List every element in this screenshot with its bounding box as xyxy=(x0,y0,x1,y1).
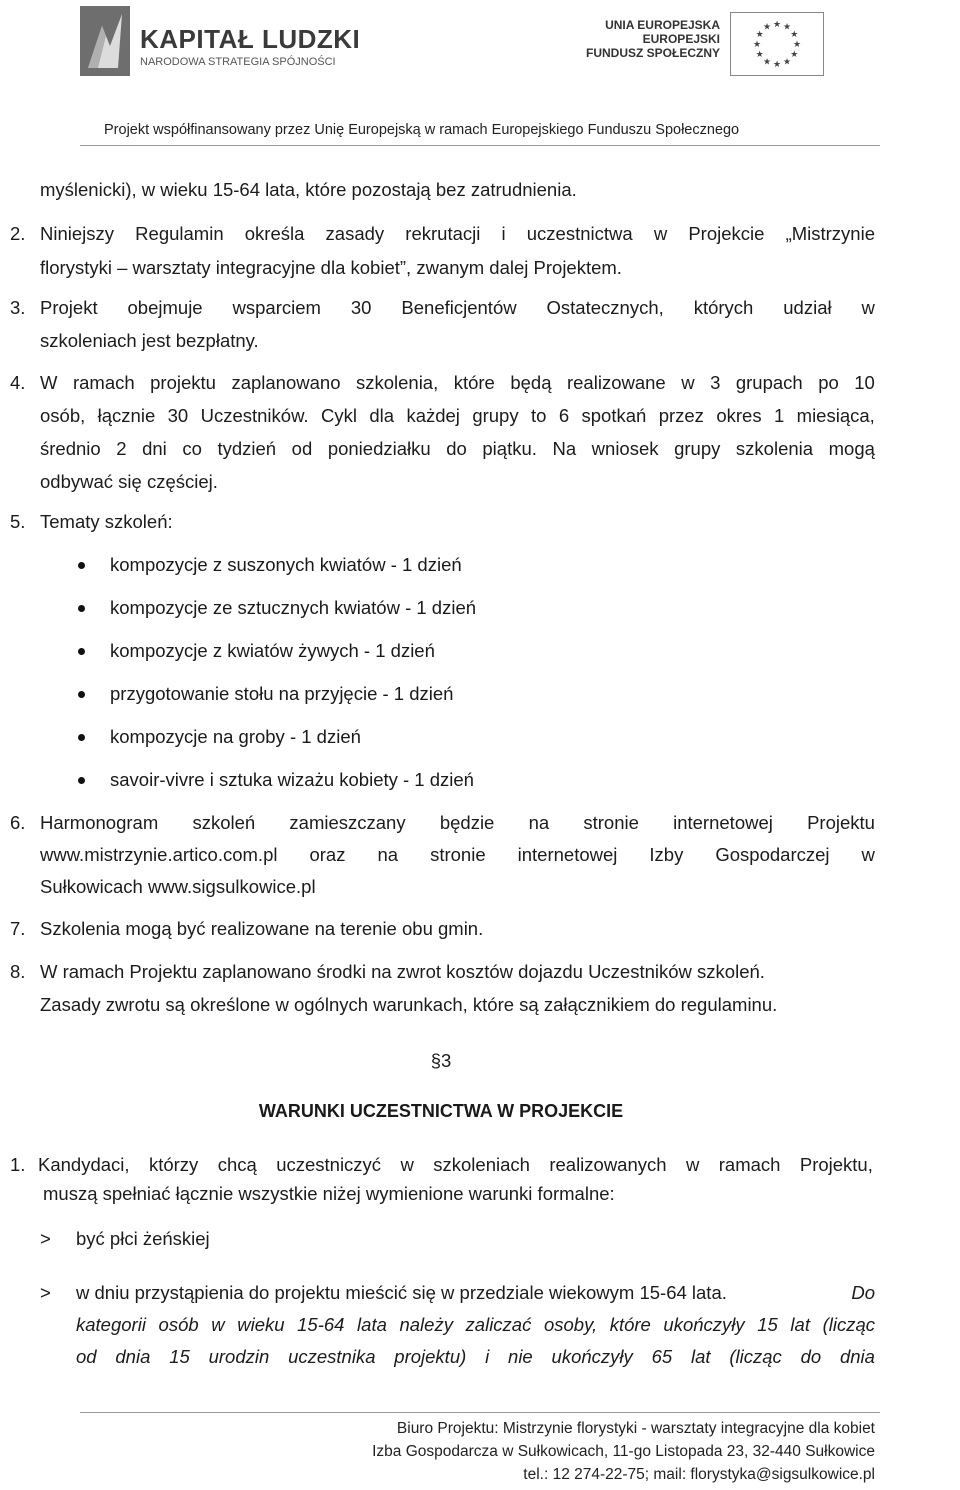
arrow-bullet-icon: > xyxy=(40,1282,51,1303)
topic-item: kompozycje z suszonych kwiatów - 1 dzień xyxy=(110,554,462,575)
item-number-4: 4. xyxy=(10,372,26,393)
word: określa xyxy=(244,223,305,244)
word: Ostatecznych, xyxy=(546,297,664,318)
word: w xyxy=(861,844,875,865)
word: Niniejszy xyxy=(40,223,115,244)
word: (licząc xyxy=(729,1346,782,1367)
word: zamieszczany xyxy=(289,812,406,833)
item-3-line-1 xyxy=(40,292,875,324)
word: lata xyxy=(357,1314,387,1335)
eu-line-2: EUROPEJSKI xyxy=(642,32,720,46)
word: na xyxy=(377,844,399,865)
eu-star-icon: ★ xyxy=(762,56,772,67)
word: obejmuje xyxy=(127,297,203,318)
word: zaplanowano xyxy=(231,372,341,393)
word: miesiąca, xyxy=(796,405,875,426)
word: internetowej xyxy=(673,812,773,833)
word: każdej xyxy=(406,405,460,426)
condition-2-line-1 xyxy=(76,1277,875,1309)
word: kategorii xyxy=(76,1314,146,1335)
eu-star-icon: ★ xyxy=(755,29,764,39)
item-6-line-2 xyxy=(40,839,875,871)
word: ukończyły xyxy=(551,1346,633,1367)
condition-2-line-3 xyxy=(76,1341,875,1373)
topic-item: kompozycje ze sztucznych kwiatów - 1 dzień xyxy=(110,597,477,618)
word: szkolenia, xyxy=(355,372,439,393)
word: Cykl xyxy=(320,405,357,426)
word: i xyxy=(485,1346,490,1367)
item-2-line-2: florystyki – warsztaty integracyjne dla kobiet”, zwanym dalej Projektem. xyxy=(40,257,622,278)
word: Kandydaci, xyxy=(38,1154,130,1175)
bullet-icon xyxy=(78,562,85,569)
word: szkolenia xyxy=(735,438,814,459)
word: łącznie xyxy=(97,405,156,426)
word: urodzin xyxy=(208,1346,270,1367)
word: osób, xyxy=(40,405,86,426)
word: od xyxy=(291,438,313,459)
word: uczestniczyć xyxy=(276,1154,382,1175)
word: 30 xyxy=(167,405,189,426)
logo-title: KAPITAŁ LUDZKI xyxy=(140,24,361,54)
word: 10 xyxy=(854,372,875,393)
word: na xyxy=(528,812,550,833)
word: „Mistrzynie xyxy=(785,223,875,244)
condition-2-text: w dniu przystąpienia do projektu mieścić się w przedziale wiekowym 15-64 lata. xyxy=(76,1282,727,1303)
word: dnia xyxy=(115,1346,151,1367)
word: grupy xyxy=(472,405,519,426)
word: Projekt xyxy=(40,297,98,318)
footer-line-1: Biuro Projektu: Mistrzynie florystyki - warsztaty integracyjne dla kobiet xyxy=(396,1420,875,1437)
kapital-ludzki-logo-icon xyxy=(80,6,130,76)
word: w xyxy=(653,223,668,244)
word: grupach xyxy=(735,372,803,393)
word: Projektu xyxy=(807,812,875,833)
word: ramach xyxy=(72,372,135,393)
word: Beneficjentów xyxy=(401,297,517,318)
item-number-8: 8. xyxy=(10,961,26,982)
item-2-line-1 xyxy=(40,218,875,250)
word: 15-64 xyxy=(297,1314,345,1335)
word: udział xyxy=(783,297,832,318)
word: Gospodarczej xyxy=(715,844,830,865)
word: Uczestników. xyxy=(200,405,309,426)
item-number-7: 7. xyxy=(10,918,26,939)
word: 3 xyxy=(710,372,721,393)
word: lat xyxy=(790,1314,810,1335)
word: chcą xyxy=(217,1154,257,1175)
word: do xyxy=(446,438,467,459)
word: ukończyły xyxy=(663,1314,745,1335)
eu-star-icon: ★ xyxy=(752,39,762,49)
word: i xyxy=(501,223,506,244)
topic-item: kompozycje na groby - 1 dzień xyxy=(110,726,361,747)
word: Na xyxy=(552,438,577,459)
header-divider xyxy=(80,145,880,146)
arrow-bullet-icon: > xyxy=(40,1228,51,1249)
word: uczestnika xyxy=(288,1346,376,1367)
topic-item: przygotowanie stołu na przyjęcie - 1 dzień xyxy=(110,683,454,704)
word: 30 xyxy=(350,297,372,318)
word: ramach xyxy=(718,1154,781,1175)
topic-item: kompozycje z kwiatów żywych - 1 dzień xyxy=(110,640,435,661)
item-4-line-4: odbywać się częściej. xyxy=(40,471,218,492)
condition-intro-line-1 xyxy=(38,1149,873,1181)
word: Regulamin xyxy=(135,223,224,244)
word: wsparciem xyxy=(232,297,321,318)
word: zaliczać xyxy=(465,1314,532,1335)
word: tydzień xyxy=(217,438,277,459)
word: których xyxy=(693,297,754,318)
word: realizowane xyxy=(566,372,666,393)
item-4-line-3 xyxy=(40,433,875,465)
word: to xyxy=(530,405,547,426)
footer-divider xyxy=(80,1412,880,1413)
eu-star-icon: ★ xyxy=(772,59,782,69)
word: mogą xyxy=(828,438,875,459)
word: dla xyxy=(369,405,395,426)
word: oraz xyxy=(309,844,346,865)
word: co xyxy=(182,438,202,459)
word: spotkań xyxy=(581,405,647,426)
item-number-2: 2. xyxy=(10,223,26,244)
word: poniedziałku xyxy=(327,438,431,459)
item-8-line-2: Zasady zwrotu są określone w ogólnych warunkach, które są załącznikiem do regulaminu. xyxy=(40,994,778,1015)
eu-line-3: FUNDUSZ SPOŁECZNY xyxy=(585,46,720,60)
word: 65 xyxy=(651,1346,673,1367)
word: będzie xyxy=(439,812,495,833)
word: lat xyxy=(690,1346,711,1367)
eu-star-icon: ★ xyxy=(762,21,772,32)
word: do xyxy=(800,1346,822,1367)
word: w xyxy=(685,1154,700,1175)
word: Harmonogram xyxy=(40,812,159,833)
word: osób xyxy=(158,1314,199,1335)
page-header xyxy=(0,0,960,150)
page-number-sidebar xyxy=(922,1305,960,1395)
item-6-line-3: Sułkowicach www.sigsulkowice.pl xyxy=(40,876,316,897)
topic-item: savoir-vivre i sztuka wizażu kobiety - 1 dzień xyxy=(110,769,474,790)
word: zasady xyxy=(325,223,385,244)
logo-subtitle: NARODOWA STRATEGIA SPÓJNOŚCI xyxy=(140,56,336,68)
item-4-line-2 xyxy=(40,400,875,432)
word: należy xyxy=(399,1314,453,1335)
word: 15 xyxy=(169,1346,190,1367)
word: W xyxy=(40,372,58,393)
word: okres xyxy=(716,405,762,426)
word: stronie xyxy=(430,844,486,865)
condition-1: być płci żeńskiej xyxy=(76,1228,210,1249)
word: dnia xyxy=(839,1346,875,1367)
word: uczestnictwa xyxy=(526,223,633,244)
word: wniosek xyxy=(591,438,659,459)
condition-intro-line-2: muszą spełniać łącznie wszystkie niżej wymienione warunki formalne: xyxy=(43,1183,615,1204)
word: będą xyxy=(510,372,552,393)
item-number-3: 3. xyxy=(10,297,26,318)
section-number: §3 xyxy=(430,1050,452,1071)
word: od xyxy=(76,1346,97,1367)
word: stronie xyxy=(583,812,639,833)
bullet-icon xyxy=(78,734,85,741)
word: 15 xyxy=(757,1314,778,1335)
item-6-line-1 xyxy=(40,807,875,839)
word: wieku xyxy=(237,1314,285,1335)
condition-intro-number: 1. xyxy=(10,1154,26,1175)
word: szkoleniach xyxy=(433,1154,530,1175)
cofinancing-note: Projekt współfinansowany przez Unię Europejską w ramach Europejskiego Funduszu Społecznego xyxy=(104,122,740,138)
word: które xyxy=(453,372,495,393)
word: którzy xyxy=(148,1154,199,1175)
word: (licząc xyxy=(822,1314,875,1335)
word: po xyxy=(818,372,839,393)
condition-2-italic-start: Do xyxy=(851,1282,875,1303)
eu-star-icon: ★ xyxy=(792,39,802,49)
item-4-line-1 xyxy=(40,367,875,399)
word: które xyxy=(609,1314,651,1335)
paragraph-continuation: myślenicki), w wieku 15-64 lata, które pozostają bez zatrudnienia. xyxy=(40,179,577,200)
word: dni xyxy=(142,438,167,459)
eu-logo-text xyxy=(586,18,720,60)
footer-line-2: Izba Gospodarcza w Sułkowicach, 11-go Listopada 23, 32-440 Sułkowice xyxy=(372,1443,875,1460)
section-heading: WARUNKI UCZESTNICTWA W PROJEKCIE xyxy=(258,1101,624,1121)
word: grupy xyxy=(674,438,721,459)
eu-star-icon: ★ xyxy=(790,29,799,39)
word: 2 xyxy=(116,438,127,459)
footer-line-3: tel.: 12 274-22-75; mail: florystyka@sigsulkowice.pl xyxy=(523,1466,875,1483)
word: przez xyxy=(658,405,704,426)
word: średnio xyxy=(40,438,101,459)
eu-line-1: UNIA EUROPEJSKA xyxy=(605,18,720,32)
item-7-line-1: Szkolenia mogą być realizowane na terenie obu gmin. xyxy=(40,918,484,939)
word: w xyxy=(400,1154,414,1175)
word: w xyxy=(861,297,875,318)
eu-flag-icon xyxy=(730,12,824,76)
word: szkoleń xyxy=(192,812,256,833)
eu-star-icon: ★ xyxy=(755,49,764,59)
word: nie xyxy=(508,1346,533,1367)
word: Projektu, xyxy=(799,1154,873,1175)
word: osoby, xyxy=(543,1314,598,1335)
word: realizowanych xyxy=(549,1154,667,1175)
word: Projekcie xyxy=(688,223,765,244)
item-8-line-1: W ramach Projektu zaplanowano środki na zwrot kosztów dojazdu Uczestników szkoleń. xyxy=(40,961,765,982)
word: piątku. xyxy=(482,438,537,459)
word: 6 xyxy=(558,405,570,426)
eu-star-icon: ★ xyxy=(782,56,792,67)
item-number-5: 5. xyxy=(10,511,26,532)
condition-2-line-2 xyxy=(76,1309,875,1341)
item-5-line-1: Tematy szkoleń: xyxy=(40,511,173,532)
item-number-6: 6. xyxy=(10,812,26,833)
word: 1 xyxy=(773,405,785,426)
bullet-icon xyxy=(78,777,85,784)
word: www.mistrzynie.artico.com.pl xyxy=(40,844,278,865)
eu-star-icon: ★ xyxy=(782,21,792,32)
word: projektu) xyxy=(394,1346,467,1367)
word: internetowej xyxy=(517,844,618,865)
word: w xyxy=(211,1314,225,1335)
kapital-ludzki-logo xyxy=(80,6,361,76)
bullet-icon xyxy=(78,648,85,655)
eu-logo xyxy=(585,12,872,74)
eu-star-icon: ★ xyxy=(790,49,799,59)
word: Izby xyxy=(649,844,684,865)
bullet-icon xyxy=(78,605,85,612)
eu-star-icon: ★ xyxy=(772,19,782,29)
word: rekrutacji xyxy=(405,223,481,244)
bullet-icon xyxy=(78,691,85,698)
item-3-line-2: szkoleniach jest bezpłatny. xyxy=(40,330,259,351)
word: w xyxy=(681,372,695,393)
word: projektu xyxy=(150,372,216,393)
